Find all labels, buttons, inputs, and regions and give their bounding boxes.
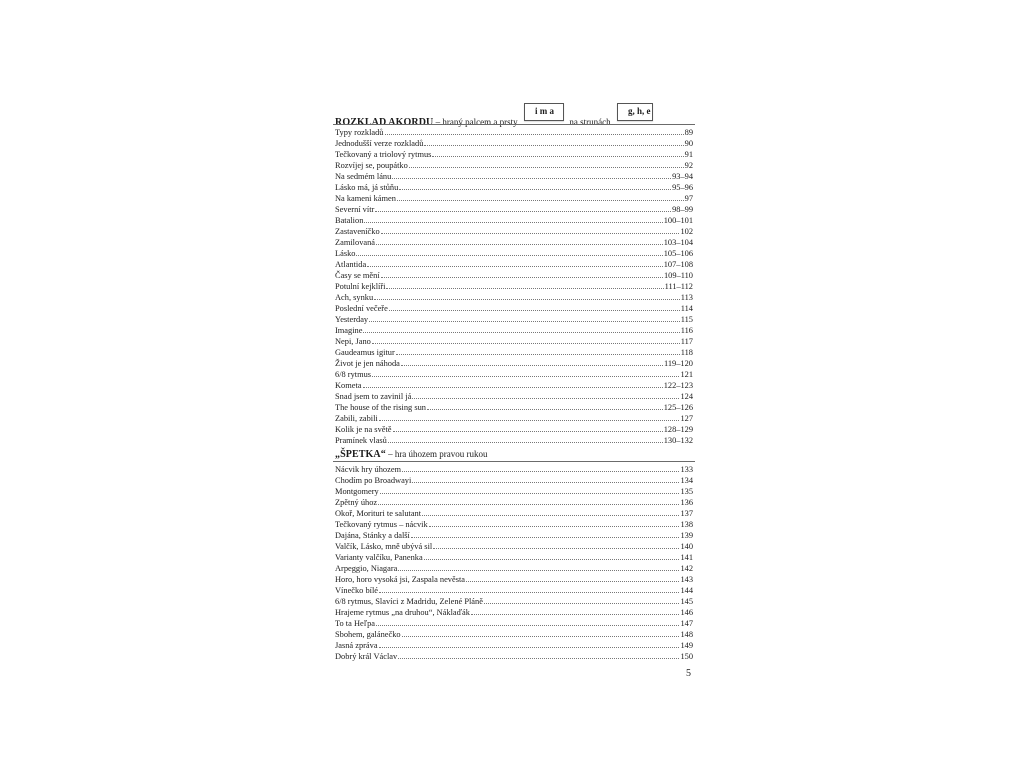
toc-entry-page: 118 xyxy=(680,348,693,357)
dot-leader xyxy=(356,249,662,256)
dot-leader xyxy=(379,641,680,648)
toc-entry-page: 105–106 xyxy=(663,249,693,258)
dot-leader xyxy=(374,293,680,300)
toc-entry-title: Typy rozkladů xyxy=(335,128,384,137)
toc-entry-title: Tečkovaný a triolový rytmus xyxy=(335,150,432,159)
dot-leader xyxy=(376,238,663,245)
toc-entry-title: Kolik je na světě xyxy=(335,425,392,434)
dot-leader xyxy=(429,520,680,527)
toc-entry xyxy=(335,475,693,486)
toc-entry-title: Tečkovaný rytmus – nácvik xyxy=(335,520,428,529)
dot-leader xyxy=(363,326,679,333)
dot-leader xyxy=(399,183,671,190)
toc-entry xyxy=(335,215,693,226)
toc-entry-title: Časy se mění xyxy=(335,271,380,280)
book-page xyxy=(333,100,695,690)
toc-entry xyxy=(335,435,693,446)
toc-entry-page: 141 xyxy=(680,553,693,562)
toc-entry-page: 145 xyxy=(680,597,693,606)
toc-entry-page: 144 xyxy=(680,586,693,595)
toc-entry xyxy=(335,574,693,585)
dot-leader xyxy=(389,304,680,311)
toc-entry-title: Kometa xyxy=(335,381,362,390)
toc-entry xyxy=(335,596,693,607)
toc-entry xyxy=(335,259,693,270)
toc-entry-title: Yesterday xyxy=(335,315,369,324)
toc-entry xyxy=(335,270,693,281)
toc-entry-title: Severní vítr xyxy=(335,205,375,214)
dot-leader xyxy=(433,542,679,549)
section-title: ROZKLAD AKORDU xyxy=(335,117,434,128)
toc-entry-title: Dobrý král Václav xyxy=(335,652,398,661)
toc-entry xyxy=(335,160,693,171)
dot-leader xyxy=(367,260,663,267)
toc-entry xyxy=(335,292,693,303)
toc-entry-page: 134 xyxy=(680,476,693,485)
dot-leader xyxy=(398,652,679,659)
dot-leader xyxy=(393,425,663,432)
toc-entry-title: Batalion xyxy=(335,216,364,225)
toc-entry-title: Nepi, Jano xyxy=(335,337,371,346)
section-header-rozklad-akordu xyxy=(335,103,653,128)
fingers-box: i m a xyxy=(524,103,564,121)
strings-label: na strunách xyxy=(569,117,611,127)
toc-entry-title: Imagine xyxy=(335,326,363,335)
toc-entry xyxy=(335,519,693,530)
toc-entry-title: Zamilovaná xyxy=(335,238,375,247)
toc-entry-title: The house of the rising sun xyxy=(335,403,426,412)
toc-entry-title: Dajána, Stánky a další xyxy=(335,531,410,540)
toc-entry-page: 124 xyxy=(680,392,693,401)
toc-entry-title: Atlantida xyxy=(335,260,367,269)
toc-entry-title: Arpeggio, Niagara xyxy=(335,564,398,573)
toc-entry xyxy=(335,552,693,563)
toc-entry xyxy=(335,508,693,519)
toc-entry-title: Zpětný úhoz xyxy=(335,498,378,507)
toc-entry-title: Na kameni kámen xyxy=(335,194,396,203)
dot-leader xyxy=(375,205,671,212)
toc-entry-page: 128–129 xyxy=(663,425,693,434)
toc-entry-title: Montgomery xyxy=(335,487,379,496)
toc-entry-page: 142 xyxy=(680,564,693,573)
toc-entry-page: 135 xyxy=(680,487,693,496)
toc-entry-page: 107–108 xyxy=(663,260,693,269)
dot-leader xyxy=(364,216,662,223)
dot-leader xyxy=(422,509,679,516)
toc-entry xyxy=(335,138,693,149)
toc-entry-page: 130–132 xyxy=(663,436,693,445)
toc-entry xyxy=(335,541,693,552)
toc-entry-page: 147 xyxy=(680,619,693,628)
toc-entry-page: 91 xyxy=(684,150,693,159)
toc-entry xyxy=(335,325,693,336)
toc-entry xyxy=(335,281,693,292)
dot-leader xyxy=(378,498,679,505)
dot-leader xyxy=(363,381,663,388)
toc-entry-page: 119–120 xyxy=(663,359,693,368)
toc-entry-page: 149 xyxy=(680,641,693,650)
toc-entry-page: 122–123 xyxy=(663,381,693,390)
toc-entry xyxy=(335,464,693,475)
toc-entry-title: Valčík, Lásko, mně ubývá sil xyxy=(335,542,433,551)
toc-entry-page: 140 xyxy=(680,542,693,551)
toc-entry-page: 146 xyxy=(680,608,693,617)
toc-entry-page: 139 xyxy=(680,531,693,540)
toc-entry xyxy=(335,204,693,215)
toc-list-rozklad-akordu xyxy=(335,127,693,446)
toc-entry-title: Sbohem, galánečko xyxy=(335,630,401,639)
toc-entry-title: Jasná zpráva xyxy=(335,641,378,650)
dot-leader xyxy=(412,392,679,399)
toc-entry xyxy=(335,226,693,237)
dot-leader xyxy=(432,150,683,157)
toc-entry xyxy=(335,347,693,358)
toc-entry-title: Život je jen náhoda xyxy=(335,359,400,368)
toc-entry xyxy=(335,182,693,193)
dot-leader xyxy=(381,227,680,234)
toc-entry xyxy=(335,497,693,508)
toc-entry-title: Poslední večeře xyxy=(335,304,388,313)
toc-entry-title: Pramínek vlasů xyxy=(335,436,387,445)
section-title: „ŠPETKA“ xyxy=(335,449,386,460)
toc-entry-page: 116 xyxy=(680,326,693,335)
toc-entry-page: 111–112 xyxy=(664,282,693,291)
dot-leader xyxy=(372,370,679,377)
toc-entry-page: 121 xyxy=(680,370,693,379)
toc-entry xyxy=(335,563,693,574)
toc-entry-page: 117 xyxy=(680,337,693,346)
toc-entry-title: Zabili, zabili xyxy=(335,414,378,423)
toc-entry-page: 114 xyxy=(680,304,693,313)
toc-entry xyxy=(335,171,693,182)
section-subtitle: – hraný palcem a prsty xyxy=(433,117,518,127)
section-divider xyxy=(333,461,695,462)
toc-entry-title: 6/8 rytmus, Slavíci z Madridu, Zelené Pláně xyxy=(335,597,483,606)
page-number: 5 xyxy=(686,668,691,679)
section-subtitle: – hra úhozem pravou rukou xyxy=(385,449,488,459)
dot-leader xyxy=(388,436,663,443)
toc-entry-page: 98–99 xyxy=(672,205,693,214)
toc-entry-page: 138 xyxy=(680,520,693,529)
dot-leader xyxy=(401,359,663,366)
toc-entry-page: 150 xyxy=(680,652,693,661)
toc-entry-title: Vínečko bílé xyxy=(335,586,379,595)
toc-entry-title: Okoř, Morituri te salutant xyxy=(335,509,422,518)
toc-entry-title: Snad jsem to zavinil já xyxy=(335,392,412,401)
toc-entry xyxy=(335,424,693,435)
toc-entry-page: 133 xyxy=(680,465,693,474)
toc-entry-page: 95–96 xyxy=(672,183,693,192)
toc-entry xyxy=(335,369,693,380)
dot-leader xyxy=(412,476,679,483)
toc-entry xyxy=(335,640,693,651)
toc-entry-page: 97 xyxy=(684,194,693,203)
dot-leader xyxy=(396,348,680,355)
dot-leader xyxy=(484,597,680,604)
toc-entry xyxy=(335,391,693,402)
dot-leader xyxy=(385,128,684,135)
dot-leader xyxy=(409,161,684,168)
toc-entry-title: Lásko xyxy=(335,249,356,258)
dot-leader xyxy=(379,586,679,593)
toc-entry-title: Hrajeme rytmus „na druhou“, Náklaďák xyxy=(335,608,470,617)
dot-leader xyxy=(427,403,663,410)
dot-leader xyxy=(402,465,679,472)
toc-entry xyxy=(335,237,693,248)
toc-entry xyxy=(335,618,693,629)
dot-leader xyxy=(380,487,680,494)
toc-entry-page: 125–126 xyxy=(663,403,693,412)
toc-entry-page: 89 xyxy=(684,128,693,137)
toc-entry-title: Zastaveníčko xyxy=(335,227,380,236)
dot-leader xyxy=(398,564,679,571)
dot-leader xyxy=(424,553,680,560)
toc-entry-page: 143 xyxy=(680,575,693,584)
toc-entry-title: Ach, synku xyxy=(335,293,374,302)
toc-entry-page: 115 xyxy=(680,315,693,324)
toc-entry xyxy=(335,314,693,325)
dot-leader xyxy=(379,414,680,421)
dot-leader xyxy=(372,337,680,344)
toc-entry xyxy=(335,402,693,413)
toc-entry-page: 90 xyxy=(684,139,693,148)
toc-entry-page: 137 xyxy=(680,509,693,518)
dot-leader xyxy=(466,575,679,582)
toc-entry-page: 100–101 xyxy=(663,216,693,225)
toc-entry-title: Varianty valčíku, Panenka xyxy=(335,553,423,562)
dot-leader xyxy=(376,619,679,626)
dot-leader xyxy=(411,531,680,538)
toc-entry-page: 92 xyxy=(684,161,693,170)
toc-entry-title: Rozvíjej se, poupátko xyxy=(335,161,408,170)
toc-entry-title: Chodím po Broadwayi xyxy=(335,476,412,485)
strings-box: g, h, e xyxy=(617,103,653,121)
toc-entry-title: Potulní kejklíři xyxy=(335,282,386,291)
dot-leader xyxy=(402,630,680,637)
dot-leader xyxy=(424,139,683,146)
toc-entry-title: Gaudeamus igitur xyxy=(335,348,395,357)
toc-entry-page: 103–104 xyxy=(663,238,693,247)
toc-entry-title: Lásko má, já stůňu xyxy=(335,183,399,192)
dot-leader xyxy=(471,608,679,615)
toc-entry xyxy=(335,585,693,596)
toc-entry xyxy=(335,149,693,160)
toc-entry xyxy=(335,651,693,662)
toc-entry-title: Horo, horo vysoká jsi, Zaspala nevěsta xyxy=(335,575,466,584)
toc-entry-page: 109–110 xyxy=(663,271,693,280)
toc-entry xyxy=(335,303,693,314)
dot-leader xyxy=(369,315,680,322)
toc-entry-page: 93–94 xyxy=(672,172,693,181)
dot-leader xyxy=(392,172,671,179)
toc-entry-page: 127 xyxy=(680,414,693,423)
toc-entry-page: 148 xyxy=(680,630,693,639)
toc-entry xyxy=(335,530,693,541)
toc-entry xyxy=(335,127,693,138)
section-divider xyxy=(333,124,695,125)
toc-entry xyxy=(335,358,693,369)
toc-entry-title: Jednodušší verze rozkladů xyxy=(335,139,424,148)
toc-entry xyxy=(335,336,693,347)
toc-entry-title: Na sedmém lánu xyxy=(335,172,392,181)
dot-leader xyxy=(397,194,684,201)
toc-entry-title: To ta Heľpa xyxy=(335,619,376,628)
toc-entry xyxy=(335,607,693,618)
toc-entry-title: Nácvik hry úhozem xyxy=(335,465,402,474)
toc-entry-title: 6/8 rytmus xyxy=(335,370,372,379)
toc-list-spetka xyxy=(335,464,693,662)
toc-entry xyxy=(335,248,693,259)
toc-entry xyxy=(335,380,693,391)
dot-leader xyxy=(381,271,663,278)
toc-entry xyxy=(335,486,693,497)
toc-entry xyxy=(335,629,693,640)
toc-entry-page: 136 xyxy=(680,498,693,507)
dot-leader xyxy=(386,282,663,289)
toc-entry xyxy=(335,413,693,424)
toc-entry xyxy=(335,193,693,204)
toc-entry-page: 102 xyxy=(680,227,693,236)
toc-entry-page: 113 xyxy=(680,293,693,302)
